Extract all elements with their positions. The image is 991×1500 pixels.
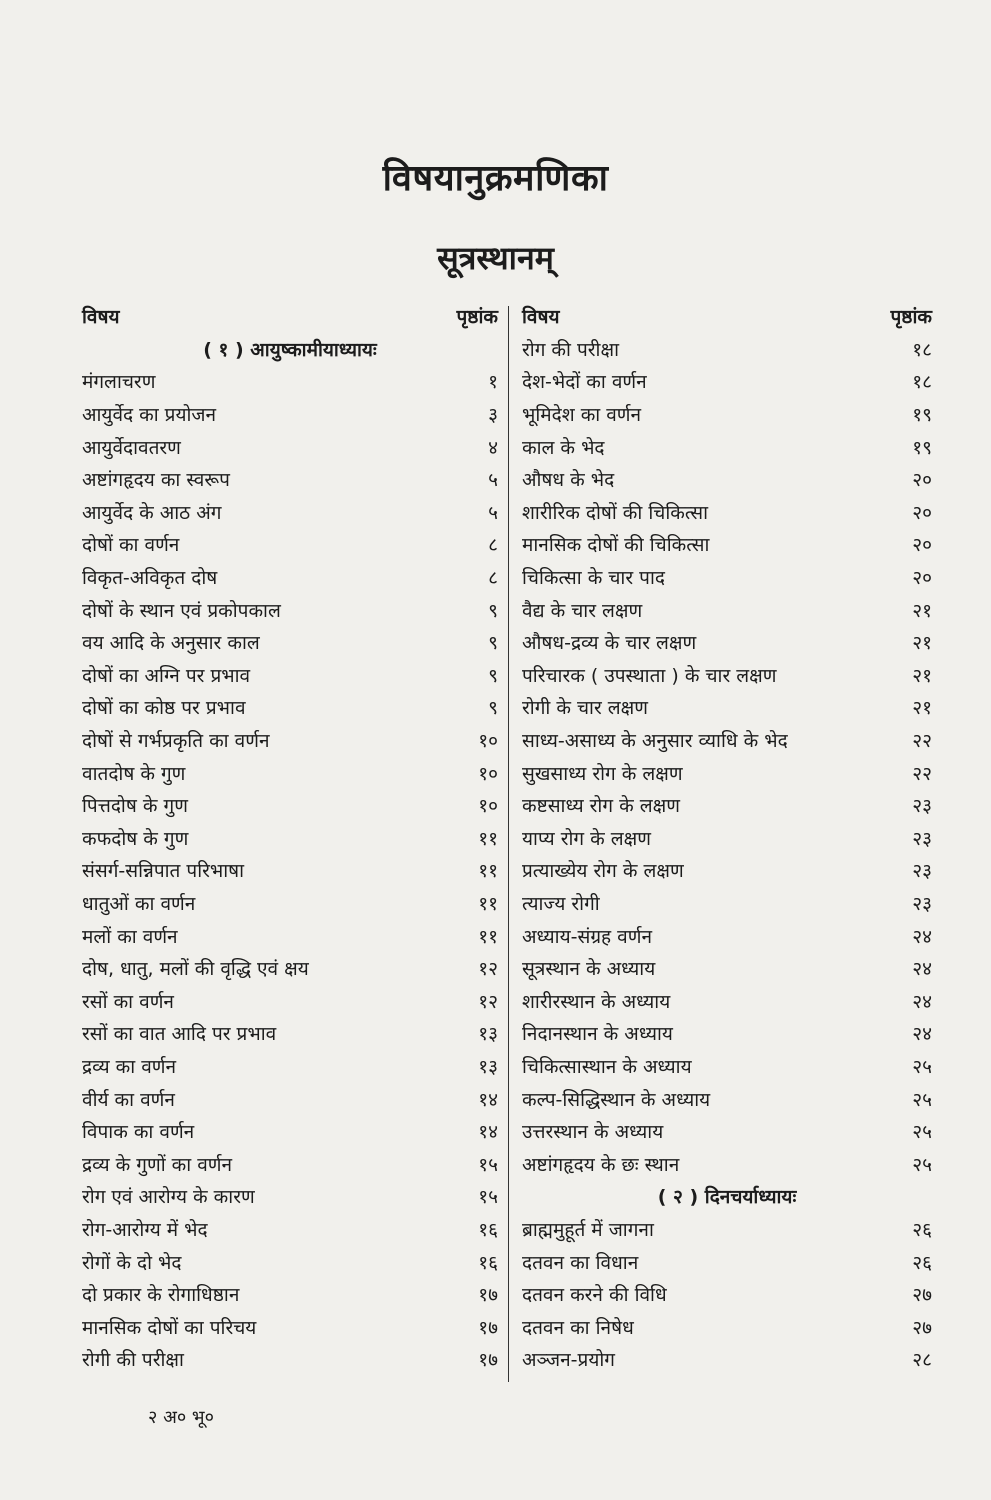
toc-entry [82,822,498,855]
toc-entry-page: १० [478,795,498,818]
toc-entry-label: रोगों के दो भेद [82,1251,182,1274]
toc-entry [82,593,498,626]
toc-entry-label: दोषों से गर्भप्रकृति का वर्णन [82,730,270,753]
toc-entry-page: २३ [912,892,932,915]
toc-entry-page: २५ [912,1153,932,1176]
toc-entry-label: आयुर्वेदावतरण [82,436,181,459]
toc-entry-label: ब्राह्ममुहूर्त में जागना [522,1218,654,1241]
toc-entry-page: १७ [478,1349,498,1372]
toc-entry-page: ११ [478,925,498,948]
toc-entry-page: २३ [912,795,932,818]
toc-entry-label: रोग एवं आरोग्य के कारण [82,1186,255,1209]
toc-entry [82,528,498,561]
toc-entry-page: ९ [488,664,498,687]
toc-entry-label: अध्याय-संग्रह वर्णन [522,925,653,948]
toc-entry-label: वातदोष के गुण [82,762,186,785]
toc-entry-label: दोषों का कोष्ठ पर प्रभाव [82,697,246,720]
toc-entry-label: रसों का वात आदि पर प्रभाव [82,1023,277,1046]
toc-entry-label: कल्प-सिद्धिस्थान के अध्याय [522,1088,711,1111]
toc-entry-page: २० [912,501,932,524]
toc-entry [82,854,498,887]
toc-entry [82,1050,498,1083]
toc-entry-page: २० [912,469,932,492]
toc-entry-page: ११ [478,892,498,915]
toc-entry [82,984,498,1017]
toc-entry-page: २५ [912,1121,932,1144]
toc-entry-label: मानसिक दोषों का परिचय [82,1316,257,1339]
toc-entry-page: १९ [912,436,932,459]
toc-entry-page: २८ [912,1349,932,1372]
toc-entry [82,756,498,789]
column-divider [508,306,509,1382]
toc-entry [522,691,932,724]
toc-entry-label: अष्टांगहृदय का स्वरूप [82,469,230,492]
toc-entry-label: रोगी की परीक्षा [82,1349,184,1372]
toc-entry [82,398,498,431]
page-header: पृष्ठांक [456,306,498,329]
toc-entry [522,1343,932,1376]
column-header [82,300,498,333]
toc-entry-page: १७ [478,1284,498,1307]
toc-entry [82,691,498,724]
toc-entry-label: भूमिदेश का वर्णन [522,404,642,427]
toc-entry-page: २३ [912,860,932,883]
toc-entry-page: २० [912,567,932,590]
footer-signature: २ अ० भू० [148,1407,214,1428]
toc-entry-label: आयुर्वेद का प्रयोजन [82,404,217,427]
toc-entry-page: ८ [488,567,498,590]
toc-entry [522,626,932,659]
toc-entry-label: याप्य रोग के लक्षण [522,827,652,850]
toc-entry [82,1147,498,1180]
toc-entry-label: रोगी के चार लक्षण [522,697,649,720]
toc-entry-page: १० [478,762,498,785]
toc-entry [82,1245,498,1278]
toc-entry-page: १८ [912,338,932,361]
toc-entry-label: दतवन का विधान [522,1251,639,1274]
toc-entry-label: पित्तदोष के गुण [82,795,188,818]
toc-entry [522,496,932,529]
toc-entry-page: २१ [912,664,932,687]
toc-entry-page: २७ [912,1316,932,1339]
toc-entry-label: देश-भेदों का वर्णन [522,371,647,394]
toc-entry-label: त्याज्य रोगी [522,892,600,915]
toc-entry [522,1147,932,1180]
toc-entry-label: निदानस्थान के अध्याय [522,1023,673,1046]
toc-entry-page: २४ [912,990,932,1013]
toc-entry-page: १३ [478,1055,498,1078]
toc-entry-page: १६ [478,1218,498,1241]
toc-entry [522,952,932,985]
toc-entry [522,887,932,920]
toc-entry-page: १४ [478,1121,498,1144]
toc-entry-page: ३ [488,404,498,427]
toc-entry-page: २२ [912,730,932,753]
toc-entry-label: दतवन का निषेध [522,1316,634,1339]
toc-entry [82,626,498,659]
toc-entry [82,659,498,692]
toc-entry-label: अञ्जन-प्रयोग [522,1349,615,1372]
chapter-heading-label: ( २ ) दिनचर्याध्यायः [657,1186,797,1209]
toc-entry-label: विपाक का वर्णन [82,1121,195,1144]
toc-entry-label: कष्टसाध्य रोग के लक्षण [522,795,680,818]
toc-entry [522,1017,932,1050]
toc-entry [522,1310,932,1343]
toc-entry [522,984,932,1017]
chapter-heading-label: ( १ ) आयुष्कामीयाध्यायः [203,338,377,361]
toc-entry [522,1213,932,1246]
toc-entry-label: मलों का वर्णन [82,925,178,948]
toc-entry-page: २३ [912,827,932,850]
toc-entry [522,365,932,398]
toc-entry-label: रोग की परीक्षा [522,338,620,361]
toc-entry-page: १२ [478,990,498,1013]
toc-entry-label: शारीरिक दोषों की चिकित्सा [522,501,709,524]
toc-entry-page: १४ [478,1088,498,1111]
toc-entry-label: विकृत-अविकृत दोष [82,567,218,590]
toc-entry-label: अष्टांगहृदय के छः स्थान [522,1153,680,1176]
toc-entry [522,593,932,626]
toc-entry-page: १५ [478,1153,498,1176]
toc-entry-page: ९ [488,632,498,655]
toc-entry [522,919,932,952]
toc-entry [82,952,498,985]
toc-entry-page: १५ [478,1186,498,1209]
toc-entry-page: १६ [478,1251,498,1274]
toc-entry [522,724,932,757]
toc-entry-label: काल के भेद [522,436,605,459]
toc-entry [522,789,932,822]
toc-entry [522,659,932,692]
toc-entry [82,724,498,757]
toc-entry-page: ५ [488,501,498,524]
toc-entry [82,496,498,529]
toc-entry [522,528,932,561]
toc-entry [82,919,498,952]
toc-entry-label: वीर्य का वर्णन [82,1088,175,1111]
toc-entry-label: दोषों का वर्णन [82,534,180,557]
toc-entry-page: २७ [912,1284,932,1307]
toc-entry-page: ८ [488,534,498,557]
toc-entry-label: आयुर्वेद के आठ अंग [82,501,222,524]
toc-entry-label: द्रव्य का वर्णन [82,1055,177,1078]
toc-entry [82,463,498,496]
toc-entry-label: दतवन करने की विधि [522,1284,667,1307]
toc-entry-label: वय आदि के अनुसार काल [82,632,260,655]
toc-entry [522,1115,932,1148]
toc-entry [82,1213,498,1246]
toc-entry [82,789,498,822]
toc-entry-label: उत्तरस्थान के अध्याय [522,1121,664,1144]
toc-entry [82,561,498,594]
toc-entry-label: परिचारक ( उपस्थाता ) के चार लक्षण [522,664,777,687]
section-title: सूत्रस्थानम् [437,239,554,277]
toc-entry-page: २६ [912,1218,932,1241]
toc-entry-page: २५ [912,1088,932,1111]
toc-entry-label: द्रव्य के गुणों का वर्णन [82,1153,233,1176]
toc-entry-label: रसों का वर्णन [82,990,174,1013]
toc-entry-label: शारीरस्थान के अध्याय [522,990,671,1013]
toc-entry-label: रोग-आरोग्य में भेद [82,1218,208,1241]
toc-entry [82,1180,498,1213]
toc-entry-page: १७ [478,1316,498,1339]
topic-header: विषय [522,306,560,329]
toc-entry-page: २४ [912,925,932,948]
toc-entry-page: २५ [912,1055,932,1078]
toc-entry-page: १३ [478,1023,498,1046]
toc-right-column [522,300,932,1376]
toc-entry [82,1310,498,1343]
toc-entry-page: १८ [912,371,932,394]
toc-entry-page: १ [488,371,498,394]
toc-entry-label: दोष, धातु, मलों की वृद्धि एवं क्षय [82,958,309,981]
toc-entry-label: दोषों के स्थान एवं प्रकोपकाल [82,599,281,622]
toc-entry-label: संसर्ग-सन्निपात परिभाषा [82,860,245,883]
toc-entry-page: ९ [488,599,498,622]
toc-entry-page: २१ [912,697,932,720]
toc-entry-label: सूत्रस्थान के अध्याय [522,958,656,981]
toc-entry [82,1278,498,1311]
toc-entry [522,1050,932,1083]
toc-entry-label: वैद्य के चार लक्षण [522,599,643,622]
toc-entry [82,1343,498,1376]
toc-entry-label: चिकित्सा के चार पाद [522,567,665,590]
toc-entry-page: ९ [488,697,498,720]
toc-entry [82,887,498,920]
toc-entry-label: मंगलाचरण [82,371,156,394]
toc-entry-page: २० [912,534,932,557]
toc-entry-page: ११ [478,827,498,850]
toc-entry-label: दो प्रकार के रोगाधिष्ठान [82,1284,240,1307]
toc-entry-label: कफदोष के गुण [82,827,189,850]
toc-entry-page: २६ [912,1251,932,1274]
toc-entry [522,430,932,463]
toc-entry [82,1082,498,1115]
toc-entry [522,1278,932,1311]
toc-entry [522,1245,932,1278]
toc-entry-label: प्रत्याख्येय रोग के लक्षण [522,860,684,883]
toc-left-column [82,300,498,1376]
toc-entry-label: धातुओं का वर्णन [82,892,196,915]
toc-entry [522,854,932,887]
toc-entry-page: १९ [912,404,932,427]
toc-entry-page: २१ [912,599,932,622]
toc-entry-page: २१ [912,632,932,655]
toc-entry [522,756,932,789]
toc-entry [82,1115,498,1148]
toc-entry-page: १० [478,730,498,753]
chapter-heading [522,1180,932,1213]
toc-entry-page: २४ [912,1023,932,1046]
toc-entry [522,398,932,431]
topic-header: विषय [82,306,120,329]
toc-entry-label: दोषों का अग्नि पर प्रभाव [82,664,251,687]
toc-entry-label: सुखसाध्य रोग के लक्षण [522,762,683,785]
toc-entry-page: १२ [478,958,498,981]
toc-entry-page: ४ [488,436,498,459]
toc-entry-label: मानसिक दोषों की चिकित्सा [522,534,710,557]
toc-entry-page: २२ [912,762,932,785]
toc-entry [82,1017,498,1050]
column-header [522,300,932,333]
toc-entry-page: २४ [912,958,932,981]
chapter-heading [82,333,498,366]
toc-entry [82,365,498,398]
toc-entry [522,333,932,366]
page-header: पृष्ठांक [890,306,932,329]
toc-entry-page: ११ [478,860,498,883]
toc-entry [522,561,932,594]
toc-entry [522,463,932,496]
toc-entry-page: ५ [488,469,498,492]
toc-entry-label: औषध-द्रव्य के चार लक्षण [522,632,697,655]
page-title: विषयानुक्रमणिका [382,158,609,199]
toc-entry [522,822,932,855]
toc-entry [82,430,498,463]
toc-entry [522,1082,932,1115]
toc-entry-label: चिकित्सास्थान के अध्याय [522,1055,692,1078]
toc-entry-label: साध्य-असाध्य के अनुसार व्याधि के भेद [522,730,788,753]
toc-entry-label: औषध के भेद [522,469,615,492]
